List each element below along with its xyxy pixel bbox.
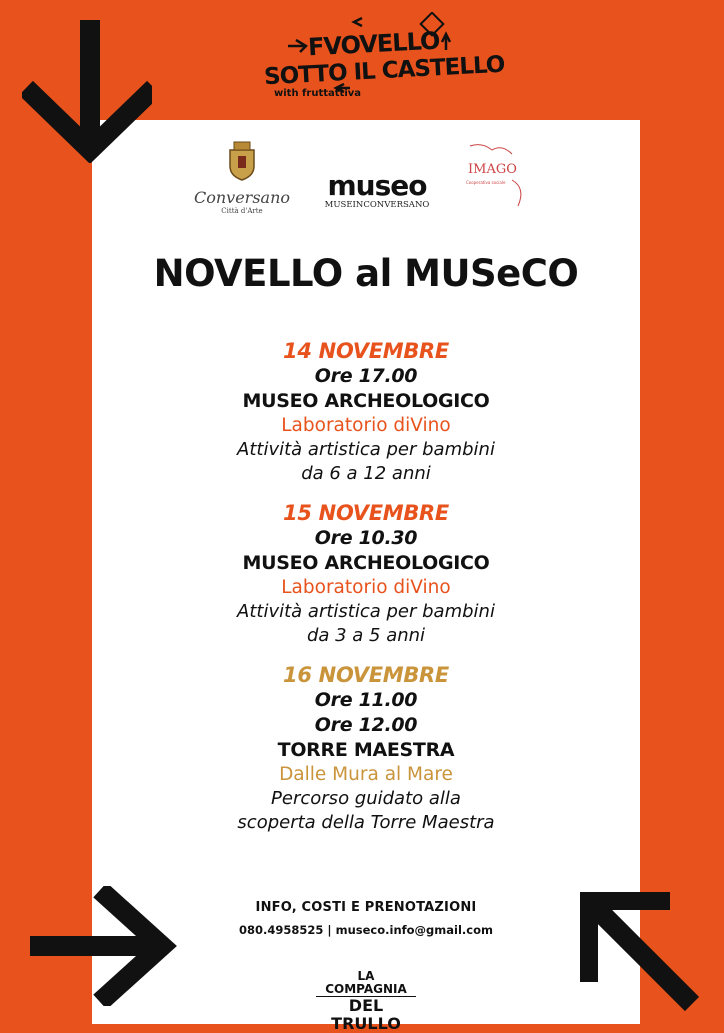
coat-of-arms-icon	[224, 140, 260, 182]
event-time: Ore 10.30	[314, 527, 418, 549]
event-description-line: da 3 a 5 anni	[306, 625, 426, 646]
event-description-line: Attività artistica per bambini	[237, 439, 495, 460]
event-activity: Laboratorio diVino	[281, 577, 451, 598]
events-list	[92, 338, 640, 849]
event-date: 15 NOVEMBRE	[283, 501, 449, 525]
event-logo	[258, 12, 506, 104]
imago-name: IMAGO	[468, 162, 517, 177]
footer-logo-line1: LA COMPAGNIA	[316, 970, 416, 997]
event-date: 16 NOVEMBRE	[283, 663, 449, 687]
conversano-name: Conversano	[193, 188, 291, 207]
event-description-line: Attività artistica per bambini	[237, 601, 495, 622]
partner-logos	[92, 140, 640, 230]
conversano-subtitle: Città d'Arte	[221, 207, 263, 215]
event-item	[92, 338, 640, 486]
event-place: MUSEO ARCHEOLOGICO	[242, 390, 490, 412]
event-logo-line1: FVOVELLO	[307, 26, 441, 62]
museo-logo	[317, 169, 437, 210]
event-time: Ore 17.00	[314, 365, 418, 387]
page-title: NOVELLO al MUSeCO	[153, 252, 579, 295]
museo-subtitle: MUSEINCONVERSANO	[324, 200, 430, 210]
event-logo-line2: SOTTO IL CASTELLO	[263, 51, 506, 91]
museo-name: museo	[327, 169, 427, 202]
imago-description: Cooperativa sociale	[466, 180, 506, 185]
imago-logo	[462, 140, 532, 225]
event-time: Ore 12.00	[314, 714, 418, 736]
event-description-line: scoperta della Torre Maestra	[237, 812, 495, 833]
info-block	[92, 900, 640, 937]
event-activity: Dalle Mura al Mare	[279, 764, 453, 785]
event-time: Ore 11.00	[314, 689, 418, 711]
event-place: TORRE MAESTRA	[277, 739, 455, 761]
info-contact: 080.4958525 | museco.info@gmail.com	[239, 923, 493, 937]
event-place: MUSEO ARCHEOLOGICO	[242, 552, 490, 574]
event-description-line: Percorso guidato alla	[271, 788, 461, 809]
event-description-line: da 6 a 12 anni	[301, 463, 431, 484]
footer-logo-line2: DEL TRULLO	[331, 996, 401, 1033]
event-item	[92, 662, 640, 835]
event-logo-line3: with fruttattiva	[274, 88, 362, 99]
event-item	[92, 500, 640, 648]
conversano-logo	[192, 140, 292, 215]
event-activity: Laboratorio diVino	[281, 415, 451, 436]
event-date: 14 NOVEMBRE	[283, 339, 449, 363]
info-heading: INFO, COSTI E PRENOTAZIONI	[255, 900, 477, 915]
